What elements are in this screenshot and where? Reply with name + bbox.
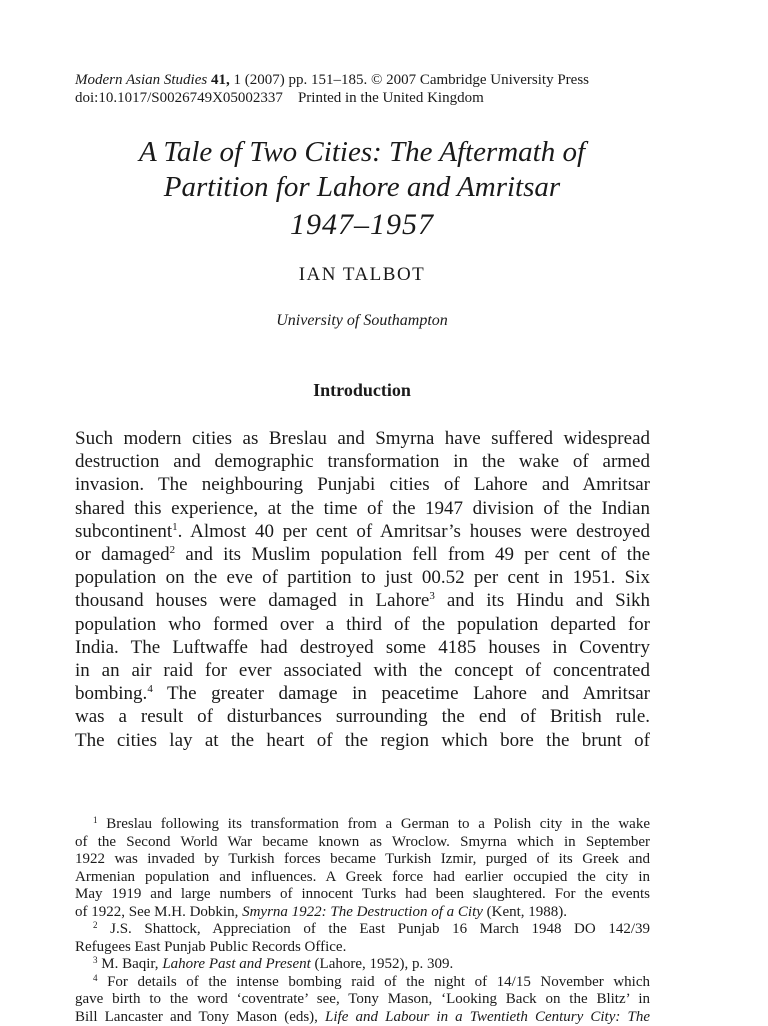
body-line: was a result of disturbances surrounding the end of British rule. (75, 705, 650, 728)
cited-title: Life and Labour in a Twentieth Century City: The (325, 1009, 650, 1025)
footnote-ref-3[interactable]: 3 (429, 590, 435, 602)
body-line: India. The Luftwaffe had destroyed some 4185 houses in Coventry (75, 636, 650, 659)
title-line-1: A Tale of Two Cities: The Aftermath of (0, 135, 724, 170)
footnote-3-line (75, 956, 650, 974)
issue-pages: 1 (2007) pp. 151–185. © 2007 Cambridge University Press (230, 72, 589, 88)
footnote-4-line (75, 1009, 650, 1026)
footnote-1-line: 1922 was invaded by Turkish forces became Turkish Izmir, purged of its Greek and (75, 851, 650, 869)
body-text-segment: or damaged (75, 544, 170, 565)
footnote-1-line (75, 904, 650, 922)
body-paragraph (75, 427, 650, 752)
footnote-4-number: 4 (93, 973, 98, 983)
footnotes (75, 816, 650, 1026)
body-line: destruction and demographic transformation in the wake of armed (75, 450, 650, 473)
footnote-text: Bill Lancaster and Tony Mason (eds), (75, 1009, 325, 1025)
footnote-ref-1[interactable]: 1 (172, 521, 178, 533)
footnote-1-line: of the Second World War became known as Wroclow. Smyrna which in September (75, 834, 650, 852)
body-text-segment: . Almost 40 per cent of Amritsar’s houses were destroyed (178, 521, 650, 542)
footnote-2-line (75, 921, 650, 939)
printed-in: Printed in the United Kingdom (298, 90, 484, 106)
cited-title: Smyrna 1922: The Destruction of a City (242, 904, 483, 920)
body-text-segment: bombing. (75, 683, 147, 704)
body-text-segment: subcontinent (75, 521, 172, 542)
footnote-text: For details of the intense bombing raid of the night of 14/15 November which (98, 974, 651, 990)
volume-number: 41, (211, 72, 230, 88)
body-line: in an air raid for ever associated with the concept of concentrated (75, 659, 650, 682)
body-text-segment: thousand houses were damaged in Lahore (75, 590, 429, 611)
title-years: 1947–1957 (0, 207, 724, 242)
body-line: invasion. The neighbouring Punjabi cities of Lahore and Amritsar (75, 473, 650, 496)
footnote-text: (Kent, 1988). (483, 904, 567, 920)
citation-line (75, 71, 675, 89)
body-line: The cities lay at the heart of the region which bore the brunt of (75, 729, 650, 752)
body-line (75, 589, 650, 612)
footnote-2-line: Refugees East Punjab Public Records Office. (75, 939, 650, 957)
footnote-ref-2[interactable]: 2 (170, 544, 176, 556)
footnote-2-number: 2 (93, 920, 98, 930)
footnote-ref-4[interactable]: 4 (147, 683, 153, 695)
article-title (0, 135, 724, 242)
body-line: Such modern cities as Breslau and Smyrna have suffered widespread (75, 427, 650, 450)
body-text-segment: and its Hindu and Sikh (435, 590, 650, 611)
doi-line (75, 89, 675, 107)
footnote-text: Breslau following its transformation from a German to a Polish city in the wake (98, 816, 651, 832)
footnote-1-line: Armenian population and influences. A Greek force had earlier occupied the city in (75, 869, 650, 887)
footnote-text: J.S. Shattock, Appreciation of the East Punjab 16 March 1948 DO 142/39 (98, 921, 651, 937)
footnote-1-number: 1 (93, 815, 98, 825)
body-text-segment: The greater damage in peacetime Lahore and Amritsar (153, 683, 650, 704)
footnote-text: (Lahore, 1952), p. 309. (311, 956, 453, 972)
footnote-1-line: May 1919 and large numbers of innocent Turks had been slaughtered. For the events (75, 886, 650, 904)
body-line (75, 520, 650, 543)
footnote-4-line (75, 974, 650, 992)
footnote-text: of 1922, See M.H. Dobkin, (75, 904, 242, 920)
body-text-segment: and its Muslim population fell from 49 per cent of the (175, 544, 650, 565)
body-line (75, 682, 650, 705)
footnote-3-number: 3 (93, 955, 98, 965)
body-line: shared this experience, at the time of the 1947 division of the Indian (75, 497, 650, 520)
footnote-1-line (75, 816, 650, 834)
title-line-2: Partition for Lahore and Amritsar (0, 170, 724, 205)
footnote-4-line: gave birth to the word ‘coventrate’ see, Tony Mason, ‘Looking Back on the Blitz’ in (75, 991, 650, 1009)
body-line (75, 543, 650, 566)
section-heading: Introduction (0, 380, 724, 401)
author-affiliation: University of Southampton (0, 312, 724, 330)
body-line: population on the eve of partition to just 00.52 per cent in 1951. Six (75, 566, 650, 589)
journal-header (75, 71, 675, 107)
body-line: population who formed over a third of the population departed for (75, 613, 650, 636)
footnote-text: M. Baqir, (98, 956, 163, 972)
doi: doi:10.1017/S0026749X05002337 (75, 90, 283, 106)
author-name: IAN TALBOT (0, 264, 724, 286)
journal-name: Modern Asian Studies (75, 72, 207, 88)
cited-title: Lahore Past and Present (162, 956, 310, 972)
